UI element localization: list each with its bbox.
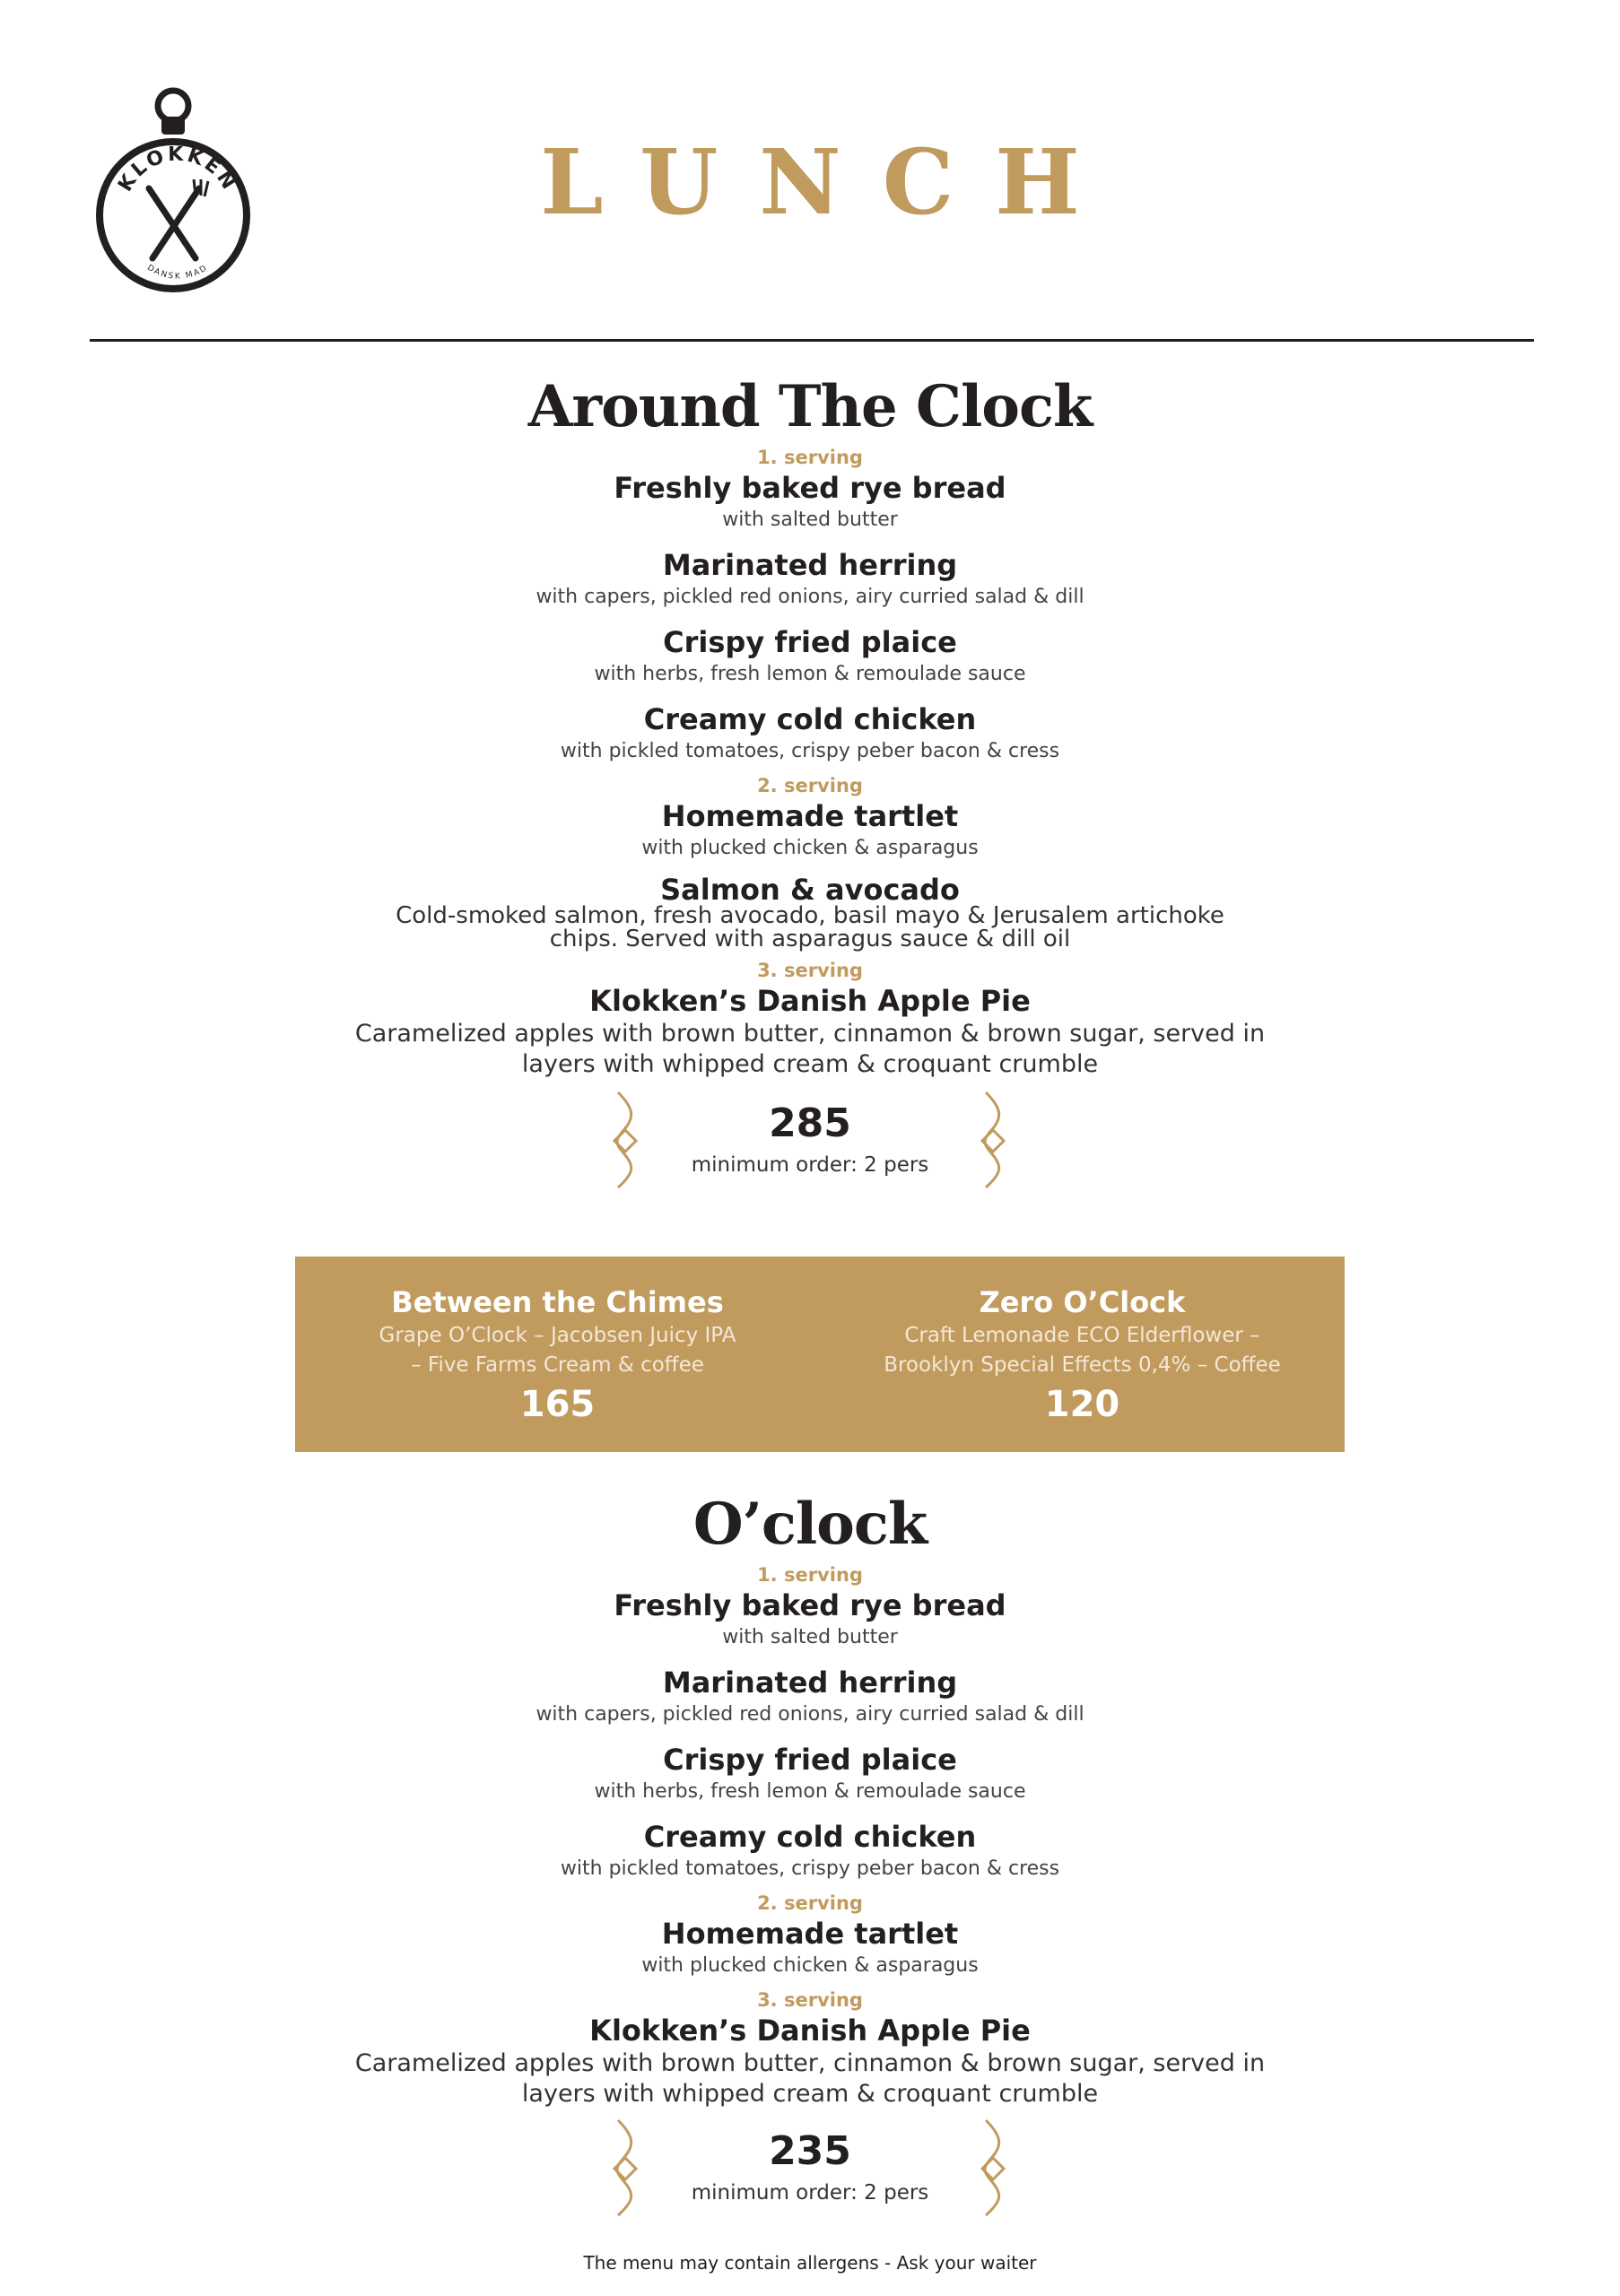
dish-description-line: Caramelized apples with brown butter, cinnamon & brown sugar, served in [354,2049,1266,2077]
menu-item [0,983,1620,1080]
allergen-notice: The menu may contain allergens - Ask your waiter [583,2252,1037,2274]
ornament-right-icon [975,1091,1011,1189]
menu-oclock [0,1489,1620,2122]
menu-item [0,2013,1620,2109]
drink-name: Zero O’Clock [979,1285,1186,1319]
menu-item [0,1742,1620,1806]
dish-name: Homemade tartlet [661,1917,959,1951]
dish-description: with pickled tomatoes, crispy peber bacon & cress [560,740,1060,762]
price-note: minimum order: 2 pers [691,2181,929,2205]
price-block [0,1100,1620,1198]
menu-item [0,1916,1620,1980]
drinks-pairing-box [295,1257,1345,1452]
dish-description: with salted butter [722,509,898,531]
drink-description-line: Grape O’Clock – Jacobsen Juicy IPA [379,1324,736,1347]
drink-description-line: Brooklyn Special Effects 0,4% – Coffee [884,1353,1281,1377]
ornament-right-icon [975,2118,1011,2217]
dish-name: Crispy fried plaice [663,1743,957,1777]
menu-item [0,1587,1620,1652]
serving-label: 1. serving [757,447,863,468]
dish-name: Creamy cold chicken [643,1820,977,1854]
drink-package [295,1283,820,1429]
price-note: minimum order: 2 pers [691,1153,929,1177]
serving-label: 3. serving [757,960,863,981]
menu-price: 235 [769,2128,851,2174]
dish-name: Klokken’s Danish Apple Pie [589,984,1031,1018]
menu-item [0,701,1620,766]
dish-description: with pickled tomatoes, crispy peber bacon & cress [560,1857,1060,1880]
page-title: LUNCH [540,129,1121,235]
dish-description: with salted butter [722,1626,898,1648]
dish-description: with plucked chicken & asparagus [641,837,979,859]
menu-item [0,547,1620,612]
section-title: O’clock [692,1491,928,1558]
dish-description: with herbs, fresh lemon & remoulade sauce [594,1780,1026,1803]
menu-around-the-clock [0,371,1620,1092]
drink-package [820,1283,1345,1429]
section-title: Around The Clock [527,373,1093,440]
dish-name: Klokken’s Danish Apple Pie [589,2013,1031,2048]
dish-description: with capers, pickled red onions, airy curried salad & dill [536,1703,1084,1726]
logo-wordmark: KLOKKEN [114,143,241,196]
dish-description-line: Cold-smoked salmon, fresh avocado, basil mayo & Jerusalem artichoke [396,902,1224,929]
menu-item [0,1665,1620,1729]
drink-price: 120 [1044,1384,1120,1425]
dish-description-line: Caramelized apples with brown butter, cinnamon & brown sugar, served in [354,1020,1266,1048]
menu-item [0,470,1620,535]
serving-label: 3. serving [757,1989,863,2011]
dish-name: Homemade tartlet [661,799,959,833]
menu-item [0,624,1620,689]
dish-description-line: layers with whipped cream & croquant crumble [521,1050,1099,1078]
menu-item [0,798,1620,863]
logo-subtitle: DANSK MAD [145,263,210,282]
dish-name: Freshly baked rye bread [614,471,1006,505]
menu-item [0,875,1620,951]
dish-name: Marinated herring [662,548,958,582]
dish-name: Salmon & avocado [660,873,960,907]
dish-description: with capers, pickled red onions, airy curried salad & dill [536,586,1084,608]
header-divider [90,339,1534,342]
dish-description-line: layers with whipped cream & croquant crumble [521,2080,1099,2108]
price-block [0,2127,1620,2226]
dish-description: with herbs, fresh lemon & remoulade sauce [594,663,1026,685]
dish-name: Marinated herring [662,1665,958,1700]
serving-label: 1. serving [757,1564,863,1586]
drink-description-line: – Five Farms Cream & coffee [411,1353,704,1377]
dish-description-line: chips. Served with asparagus sauce & dill oil [549,926,1071,952]
menu-price: 285 [769,1100,851,1146]
serving-label: 2. serving [757,1892,863,1914]
serving-label: 2. serving [757,775,863,796]
drink-price: 165 [519,1384,596,1425]
dish-description: with plucked chicken & asparagus [641,1954,979,1977]
dish-name: Crispy fried plaice [663,625,957,659]
dish-name: Freshly baked rye bread [614,1588,1006,1622]
drink-name: Between the Chimes [391,1285,724,1319]
menu-item [0,1819,1620,1883]
dish-name: Creamy cold chicken [643,702,977,736]
drink-description-line: Craft Lemonade ECO Elderflower – [904,1324,1260,1347]
svg-text:DANSK MAD [145,264,210,282]
